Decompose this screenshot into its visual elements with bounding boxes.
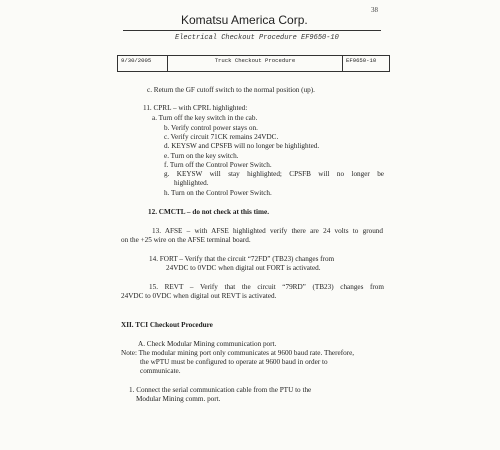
section-11-item-e: e. Turn on the key switch. <box>164 152 239 160</box>
section-15-line2: 24VDC to 0VDC when digital out REVT is activated. <box>121 292 277 300</box>
section-14-line2: 24VDC to 0VDC when digital out FORT is activated. <box>166 264 321 272</box>
step-1-line1: 1. Connect the serial communication cable from the PTU to the <box>129 386 312 394</box>
step-1-line2: Modular Mining comm. port. <box>136 395 221 403</box>
header-date: 9/30/2005 <box>118 56 168 71</box>
section-11-item-a: a. Turn off the key switch in the cab. <box>152 114 258 122</box>
section-15-line1 <box>149 283 384 292</box>
header-section: Truck Checkout Procedure <box>168 56 343 71</box>
note-line2: the wPTU must be configured to operate at 9600 baud in order to <box>140 358 328 366</box>
section-11-title: 11. CPRL – with CPRL highlighted: <box>143 104 248 112</box>
section-13-line1 <box>152 227 383 236</box>
step-a-check: A. Check Modular Mining communication port. <box>138 340 277 348</box>
section-14-line1: 14. FORT – Verify that the circuit “72FD” (TB23) changes from <box>149 255 335 263</box>
header-rule <box>123 30 381 31</box>
section-13-line1-text: 13. AFSE – with AFSE highlighted verify there are 24 volts to ground <box>152 227 383 235</box>
section-11-item-c: c. Verify circuit 71CK remains 24VDC. <box>164 133 279 141</box>
section-11-item-f: f. Turn off the Control Power Switch. <box>164 161 272 169</box>
section-15-line1-text: 15. REVT – Verify that the circuit “79RD” (TB23) changes from <box>149 283 384 291</box>
section-11-item-h: h. Turn on the Control Power Switch. <box>164 189 272 197</box>
section-11-item-d: d. KEYSW and CPSFB will no longer be highlighted. <box>164 142 320 150</box>
note-line3: communicate. <box>140 367 181 375</box>
step-c-return: c. Return the GF cutoff switch to the normal position (up). <box>147 86 315 94</box>
section-12: 12. CMCTL – do not check at this time. <box>148 208 269 216</box>
section-xii-title: XII. TCI Checkout Procedure <box>121 321 213 329</box>
header-table <box>117 55 390 72</box>
section-11-item-b: b. Verify control power stays on. <box>164 124 258 132</box>
section-11-item-g-line2: highlighted. <box>174 179 209 187</box>
company-name: Komatsu America Corp. <box>181 13 308 27</box>
document-subtitle: Electrical Checkout Procedure EF9650-10 <box>175 34 339 42</box>
page-number: 38 <box>371 6 378 14</box>
section-13-line2: on the +25 wire on the AFSE terminal board. <box>121 236 251 244</box>
header-doc-id: EF9650-10 <box>346 57 377 64</box>
note-line1: Note: The modular mining port only communicates at 9600 baud rate. Therefore, <box>121 349 355 357</box>
section-11-item-g-line1: g. KEYSW will stay highlighted; CPSFB will no longer be <box>164 170 384 178</box>
section-11-item-g <box>164 170 384 179</box>
